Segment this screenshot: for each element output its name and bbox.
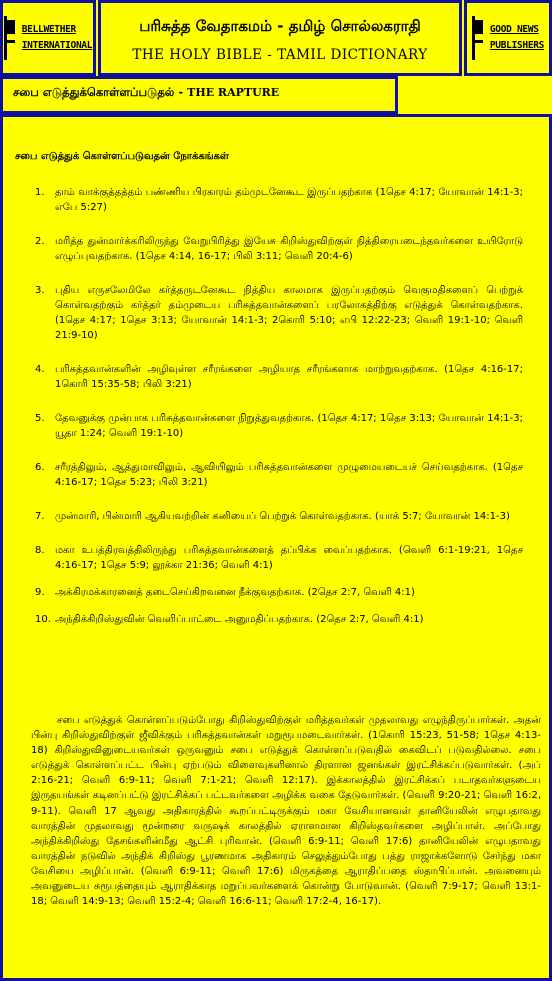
list-item — [3, 460, 523, 490]
publisher-logo-icon — [472, 16, 487, 60]
bell-logo-icon — [4, 16, 19, 60]
item-text: சரீரத்திலும், ஆத்துமாவிலும், ஆவியிலும் பரிசுத்தவான்களை முழுமையடையச் செய்வதற்காக. (1தெச 4:16-17; 1தெச 5:23; பிலி 3:21) — [55, 462, 523, 488]
main-content-box — [0, 114, 552, 981]
list-item — [3, 612, 523, 627]
item-number: 10. — [35, 614, 51, 625]
item-text: தாம் வாக்குத்தத்தம் பண்ணிய பிரகாரம் தம்முடனேகூட இருப்பதற்காக (1தெச 4:17; யோவான் 14:1-3; எபே 5:27) — [55, 187, 523, 213]
item-text: மகா உபத்திரவத்திலிருந்து பரிசுத்தவான்களைத் தப்பிக்க வைப்பதற்காக. (வெளி 6:1-19:21, 1தெச 4:16-17; 1தெச 5:9; லூக்கா 21:36; வெளி 4:1) — [55, 545, 523, 571]
item-number: 8. — [35, 545, 45, 556]
list-item — [3, 411, 523, 441]
item-text: மரித்த துன்மார்க்கரிலிருந்து வேறுபிரித்து இயேசு கிறிஸ்துவிற்குள் நித்திரையடைந்தவர்களை உயிரோடு எழுப்புவதற்காக. (1தெச 4:14, 16-17; பிலி 3:11; வெளி 20:4-6) — [55, 236, 523, 262]
list-item — [3, 509, 523, 524]
item-number: 7. — [35, 511, 45, 522]
subtitle-tamil: சபை எடுத்துக்கொள்ளப்படுதல் - — [13, 85, 188, 99]
logo-left-line2: INTERNATIONAL — [21, 40, 93, 51]
item-number: 3. — [35, 285, 45, 296]
subtitle — [3, 79, 395, 101]
item-number: 2. — [35, 236, 45, 247]
header-title-box — [98, 0, 462, 76]
item-number: 1. — [35, 187, 45, 198]
section-title: சபை எடுத்துக் கொள்ளப்படுவதன் நோக்கங்கள் — [15, 151, 229, 162]
item-text: முன்மாரி, பின்மாரி ஆகியவற்றின் கனியைப் பெற்றுக் கொள்வதற்காக. (யாக் 5:7; யோவான் 14:1-3) — [55, 511, 510, 522]
item-text: பரிசுத்தவான்களின் அழிவுள்ள சரீரங்களை அழியாத சரீரங்களாக மாற்றுவதற்காக. (1தெச 4:16-17; 1கொரி 15:35-58; பிலி 3:21) — [55, 364, 523, 390]
list-item — [3, 234, 523, 264]
list-item — [3, 283, 523, 343]
item-text: தேவனுக்கு முன்பாக பரிசுத்தவான்களை நிறுத்துவதற்காக. (1தெச 4:17; 1தெச 3:13; யோவான் 14:1-3; யூதா 1:24; வெளி 19:1-10) — [55, 413, 523, 439]
logo-good-news-publishers — [464, 0, 552, 76]
item-number: 9. — [35, 587, 45, 598]
logo-right-line1: GOOD NEWS — [489, 24, 539, 35]
subtitle-english: THE RAPTURE — [187, 86, 280, 99]
item-text: அந்திக்கிறிஸ்துவின் வெளிப்பாட்டை அனுமதிப்பதற்காக. (2தெச 2:7, வெளி 4:1) — [55, 614, 424, 625]
logo-right-line2: PUBLISHERS — [489, 40, 545, 51]
logo-left-line1: BELLWETHER — [21, 24, 76, 35]
item-text: புதிய எருசலேமிலே கர்த்தருடனேகூட நித்திய காலமாக இருப்பதற்கும் வெகுமதிகளைப் பெற்றுக் கொள்வதற்கும் கர்த்தர் தம்முடைய பரிசுத்தவான்களைப் பரலோகத்திற்கு எடுத்துக் கொள்வதற்காக. (1தெச 4:17; 1தெச 3:13; யோவான் 14:1-3; 2கொரி 5:10; எபி 12:22-23; வெளி 19:1-10; வெளி 21:9-10) — [55, 285, 523, 341]
logo-bellwether-international — [0, 0, 96, 76]
item-number: 5. — [35, 413, 45, 424]
purposes-list — [3, 185, 549, 646]
list-item — [3, 585, 523, 600]
header-title-english: THE HOLY BIBLE - TAMIL DICTIONARY — [132, 47, 428, 63]
body-paragraph: சபை எடுத்துக் கொள்ளப்படும்போது கிறிஸ்துவிற்குள் மரித்தவர்கள் முதலாவது எழுந்திருப்பார்கள். அதன் பின்பு கிறிஸ்துவிற்குள் ஜீவிக்கும் பரிசுத்தவான்கள் மறுரூபமடைவார்கள். (1கொரி 15:23, 51-58; 1தெச 4:13-18) கிறிஸ்துவினுடையவர்கள் ஒருவனும் சபை எடுத்துக் கொள்ளப்படுவதில் கைவிடப் படுவதில்லை. சபை எடுத்துக் கொள்ளப்பட்ட பின்பு ஏற்படும் விளைவுகளினால் திரளான ஜனங்கள் இரட்சிக்கப்படுவார்கள். (அப் 2:16-21; வெளி 6:9-11; வெளி 7:1-21; வெளி 12:17). இக்காலத்தில் இரட்சிக்கப் படாதவர்களுடைய இருதயங்கள் கடினப்பட்டு இரட்சிக்கப் பட்டவர்களை அழிக்க வகை தேடுவார்கள். (வெளி 9:20-21; வெளி 16:2, 9-11). வெளி 17 ஆவது அதிகாரத்தில் கூறப்பட்டிருக்கும் மகா வேசியானவள் தானியேலின் எழுபதாவது வாரத்தின் முதலாவது மூன்றரை வருஷக் காலத்தில் ஏராளமான கிறிஸ்தவர்களை அழிப்பாள். அப்போது அந்திக்கிறிஸ்து தேசங்களின்மீது ஆட்சி புரிவான். (வெளி 6:9-11; வெளி 17:6) தானியேலின் எழுபதாவது வாரத்தின் நடுவில் அந்திக் கிறிஸ்து பூரணமாக அதிகாரம் செலுத்தும்போது பத்து ராஜாக்களோடு சேர்ந்து மகா வேசியை அழிப்பான். (வெளி 6:9-11; வெளி 17:6) மிருகத்தை ஆராதிப்பதை ஸ்தாபிப்பான். அவனையும் அவனுடைய சுரூபத்தையும் ஆராதிக்காத மறுப்பவர்களைக் கொன்று போடுவான். (வெளி 7:9-17; வெளி 13:1-18; வெளி 14:9-13; வெளி 15:2-4; வெளி 16:6-11; வெளி 17:2-4, 16-17). — [31, 715, 541, 908]
item-number: 4. — [35, 364, 45, 375]
subtitle-box — [0, 76, 398, 114]
list-item — [3, 362, 523, 392]
list-item — [3, 185, 523, 215]
item-number: 6. — [35, 462, 45, 473]
item-text: அக்கிரமக்காரனைத் தடைசெய்கிறவனை நீக்குவதற்காக. (2தெச 2:7, வெளி 4:1) — [55, 587, 415, 598]
list-item — [3, 543, 523, 573]
header-title-tamil: பரிசுத்த வேதாகமம் - தமிழ் சொல்லகராதி — [139, 17, 421, 35]
